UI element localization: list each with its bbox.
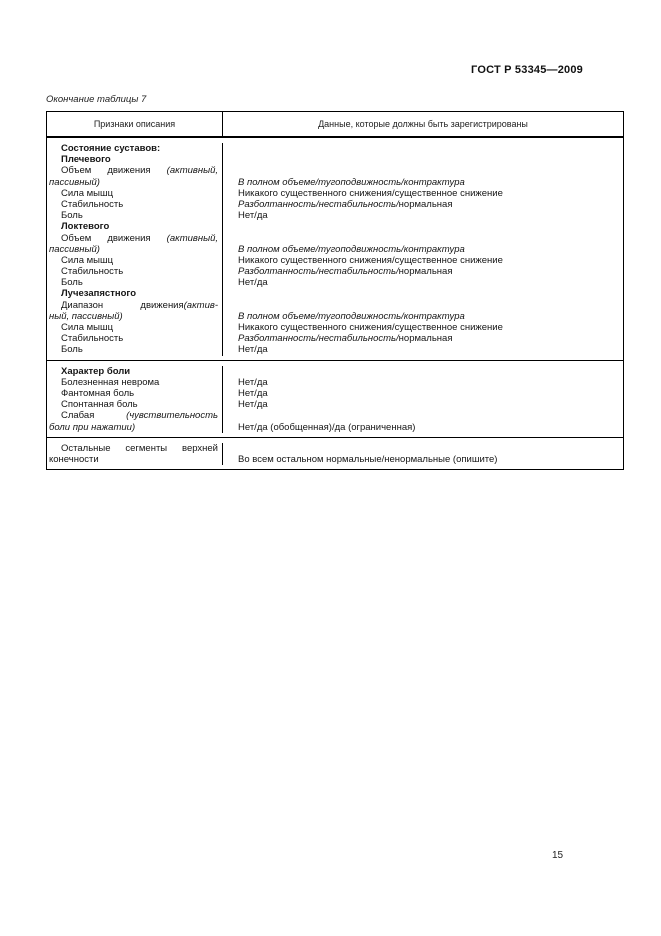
data-text: В полном объеме/тугоподвижность/контрактура — [238, 176, 465, 188]
data-line — [238, 377, 617, 388]
feature-text: Сила мышц — [61, 187, 114, 199]
table-body — [47, 138, 623, 469]
data-line — [238, 322, 617, 333]
feature-text: Остальные сегменты верхней — [61, 442, 218, 454]
data-text: Нет/да — [238, 399, 268, 411]
doc-number: ГОСТ Р 53345—2009 — [471, 64, 583, 76]
feature-text: Спонтанная боль — [61, 399, 138, 411]
feature-line — [49, 266, 218, 277]
feature-line — [49, 244, 218, 255]
feature-text: Стабильность — [61, 333, 124, 345]
data-text: Нет/да (обобщенная)/да (ограниченная) — [238, 421, 416, 433]
data-line — [238, 300, 617, 311]
feature-text: Сила мышц — [61, 322, 114, 333]
section-left-column — [47, 443, 223, 465]
data-line — [238, 154, 617, 165]
table-header-row — [47, 112, 623, 138]
data-text: Нет/да — [238, 376, 268, 388]
table-header-features: Признаки описания — [47, 112, 223, 136]
data-line — [238, 199, 617, 210]
data-line — [238, 210, 617, 221]
feature-text: Сила мышц — [61, 254, 114, 266]
data-text: Разболтанность/нестабильность/ — [238, 198, 399, 210]
section-right-column — [223, 443, 623, 465]
feature-text: Диапазон движения — [61, 299, 184, 311]
feature-text: Объем движения — [61, 165, 167, 177]
data-line — [238, 311, 617, 322]
feature-line — [49, 443, 218, 454]
feature-line — [49, 366, 218, 377]
data-line — [238, 288, 617, 299]
feature-text: Локтевого — [61, 221, 110, 233]
feature-line — [49, 233, 218, 244]
feature-text: конечности — [49, 453, 99, 465]
feature-text: Объем движения — [61, 232, 167, 244]
data-text: Разболтанность/нестабильность/ — [238, 333, 399, 345]
feature-line — [49, 188, 218, 199]
data-line — [238, 422, 617, 433]
feature-text: Боль — [61, 277, 83, 289]
feature-text: Лучезапястного — [61, 288, 137, 300]
feature-text: Характер боли — [61, 365, 131, 377]
feature-line — [49, 422, 218, 433]
data-line — [238, 454, 617, 465]
feature-line — [49, 255, 218, 266]
feature-text: Боль — [61, 344, 83, 356]
feature-line — [49, 221, 218, 232]
feature-text: Фантомная боль — [61, 387, 135, 399]
table-section — [47, 138, 623, 360]
feature-line — [49, 322, 218, 333]
data-line — [238, 255, 617, 266]
feature-line — [49, 454, 218, 465]
section-left-column — [47, 143, 223, 356]
feature-text: боли при нажатии) — [49, 421, 136, 433]
feature-text: (активный, — [166, 165, 218, 177]
section-right-column — [223, 366, 623, 433]
feature-text: пассивный) — [49, 176, 100, 188]
data-line — [238, 177, 617, 188]
description-table — [46, 111, 624, 470]
feature-line — [49, 288, 218, 299]
feature-line — [49, 388, 218, 399]
section-right-column — [223, 143, 623, 356]
page-number: 15 — [552, 850, 564, 861]
feature-line — [49, 165, 218, 176]
feature-text: Плечевого — [61, 154, 111, 166]
feature-line — [49, 177, 218, 188]
feature-text: пассивный) — [49, 243, 100, 255]
table-header-data: Данные, которые должны быть зарегистрированы — [318, 119, 528, 129]
data-line — [238, 188, 617, 199]
feature-line — [49, 277, 218, 288]
feature-text: (актив- — [183, 299, 218, 311]
table-section — [47, 360, 623, 437]
data-text: Нет/да — [238, 387, 268, 399]
data-line — [238, 221, 617, 232]
data-text: Никакого существенного снижения/существенное снижение — [238, 254, 503, 266]
feature-line — [49, 377, 218, 388]
data-text: нормальная — [398, 333, 453, 345]
data-line — [238, 344, 617, 355]
feature-text: Стабильность — [61, 266, 124, 278]
data-text: Никакого существенного снижения/существенное снижение — [238, 322, 503, 333]
data-line — [238, 443, 617, 454]
data-text: Разболтанность/нестабильность/ — [238, 266, 399, 278]
feature-line — [49, 210, 218, 221]
data-text: нормальная — [398, 198, 453, 210]
data-text: нормальная — [398, 266, 453, 278]
feature-text: (активный, — [166, 232, 218, 244]
feature-text: ный, пассивный) — [49, 310, 123, 322]
data-line — [238, 143, 617, 154]
data-text: Нет/да — [238, 210, 268, 222]
data-line — [238, 333, 617, 344]
feature-text: Болезненная неврома — [61, 376, 160, 388]
data-text: Нет/да — [238, 344, 268, 356]
feature-line — [49, 311, 218, 322]
feature-line — [49, 410, 218, 421]
feature-text: Боль — [61, 210, 83, 222]
data-line — [238, 388, 617, 399]
data-text: В полном объеме/тугоподвижность/контрактура — [238, 310, 465, 322]
data-line — [238, 244, 617, 255]
feature-line — [49, 344, 218, 355]
data-text: Нет/да — [238, 277, 268, 289]
feature-line — [49, 143, 218, 154]
table-caption: Окончание таблицы 7 — [46, 94, 147, 105]
section-left-column — [47, 366, 223, 433]
feature-line — [49, 333, 218, 344]
data-line — [238, 266, 617, 277]
data-line — [238, 399, 617, 410]
table-section — [47, 437, 623, 469]
feature-text: Слабая — [61, 410, 127, 422]
data-text: В полном объеме/тугоподвижность/контрактура — [238, 243, 465, 255]
data-line — [238, 366, 617, 377]
feature-line — [49, 199, 218, 210]
data-line — [238, 410, 617, 421]
feature-line — [49, 399, 218, 410]
feature-text: Стабильность — [61, 198, 124, 210]
data-line — [238, 165, 617, 176]
feature-text: (чувствительность — [126, 410, 218, 422]
feature-text: Состояние суставов: — [61, 143, 161, 154]
data-text: Во всем остальном нормальные/ненормальные (опишите) — [238, 453, 498, 465]
data-line — [238, 277, 617, 288]
data-text: Никакого существенного снижения/существенное снижение — [238, 187, 503, 199]
feature-line — [49, 300, 218, 311]
data-line — [238, 233, 617, 244]
feature-line — [49, 154, 218, 165]
